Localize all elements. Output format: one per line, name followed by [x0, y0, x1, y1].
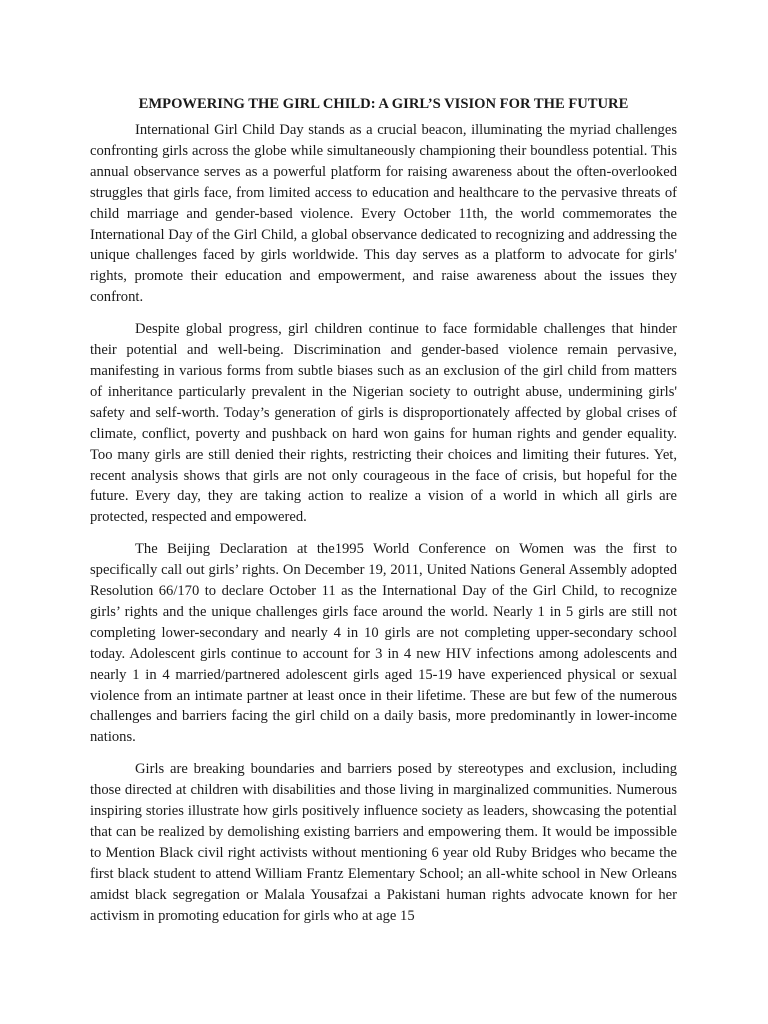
paragraph-history: The Beijing Declaration at the1995 World Conference on Women was the first to specifically call out girls’ rights. On December 19, 2011, United Nations General Assembly adopted Resolution 66/170 to declare October 11 as the International Day of the Girl Child, to recognize girls’ rights and the unique challenges girls face around the world. Nearly 1 in 5 girls are still not completing lower-secondary and nearly 4 in 10 girls are not completing upper-secondary school today. Adolescent girls continue to account for 3 in 4 new HIV infections among adolescents and nearly 1 in 4 married/partnered adolescent girls aged 15-19 have experienced physical or sexual violence from an intimate partner at least once in their lifetime. These are but few of the numerous challenges and barriers facing the girl child on a daily basis, more predominantly in lower-income nations. [90, 541, 677, 746]
document-title: EMPOWERING THE GIRL CHILD: A GIRL’S VISION FOR THE FUTURE [138, 96, 629, 112]
document-body [90, 94, 677, 938]
paragraph-challenges: Despite global progress, girl children continue to face formidable challenges that hinder their potential and well-being. Discrimination and gender-based violence remain pervasive, manifesting in various forms from subtle biases such as an exclusion of the girl child from matters of inheritance particularly prevalent in the Nigerian society to outright abuse, undermining girls' safety and self-worth. Today’s generation of girls is disproportionately affected by global crises of climate, conflict, poverty and pushback on hard won gains for human rights and gender equality. Too many girls are still denied their rights, restricting their choices and limiting their futures. Yet, recent analysis shows that girls are not only courageous in the face of crisis, but hopeful for the future. Every day, they are taking action to realize a vision of a world in which all girls are protected, respected and empowered. [90, 321, 677, 526]
paragraph-breaking-barriers: Girls are breaking boundaries and barriers posed by stereotypes and exclusion, including those directed at children with disabilities and those living in marginalized communities. Numerous inspiring stories illustrate how girls positively influence society as leaders, showcasing the potential that can be realized by demolishing existing barriers and empowering them. It would be impossible to Mention Black civil right activists without mentioning 6 year old Ruby Bridges who became the first black student to attend William Frantz Elementary School; an all-white school in New Orleans amidst black segregation or Malala Yousafzai a Pakistani human rights advocate known for her activism in promoting education for girls who at age 15 [90, 761, 677, 924]
paragraph-intro: International Girl Child Day stands as a crucial beacon, illuminating the myriad challenges confronting girls across the globe while simultaneously championing their boundless potential. This annual observance serves as a powerful platform for raising awareness about the often-overlooked struggles that girls face, from limited access to education and healthcare to the pervasive threats of child marriage and gender-based violence. Every October 11th, the world commemorates the International Day of the Girl Child, a global observance dedicated to recognizing and addressing the unique challenges faced by girls worldwide. This day serves as a platform to advocate for girls' rights, promote their education and empowerment, and raise awareness about the issues they confront. [90, 122, 677, 306]
